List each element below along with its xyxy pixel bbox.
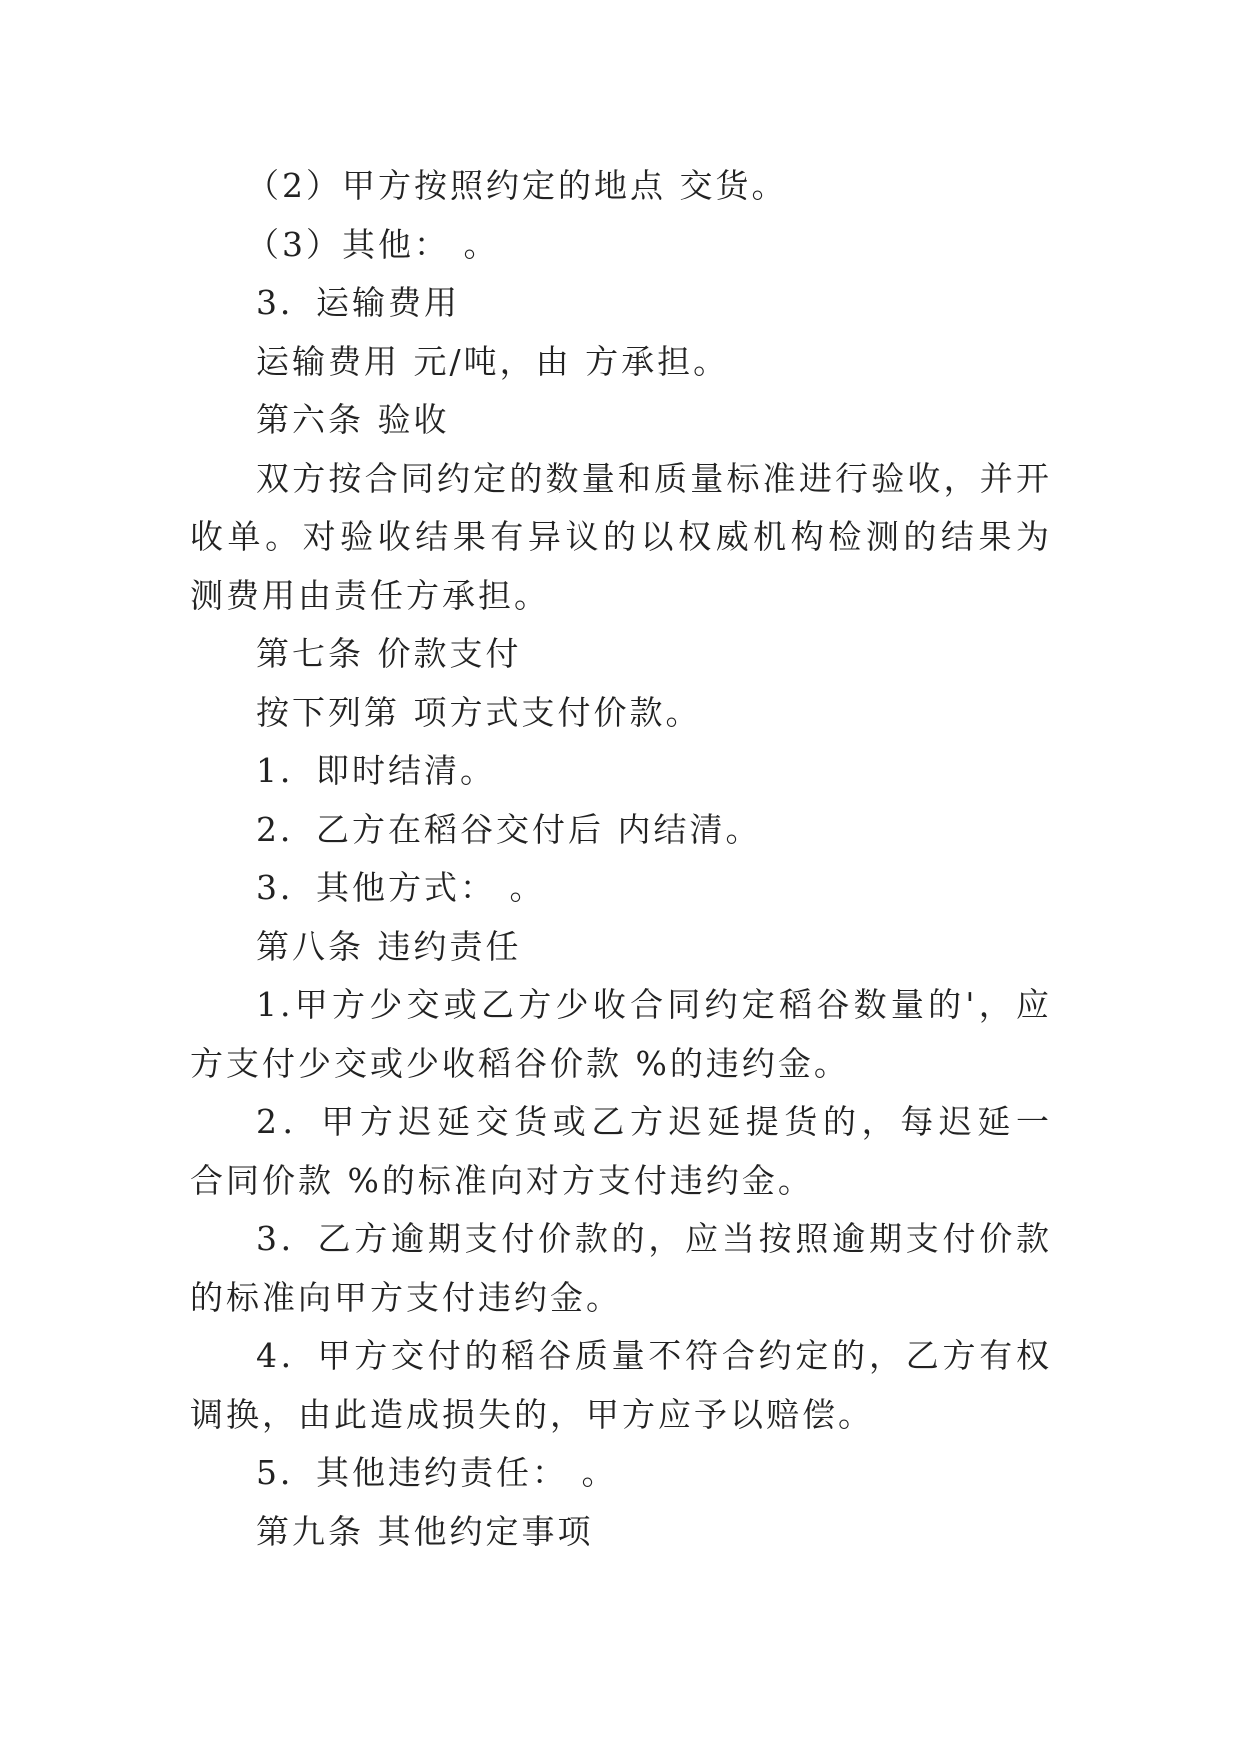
article-6-heading: 第六条 验收 <box>256 400 450 439</box>
article-7-item-3: 3．其他方式： 。 <box>256 868 546 907</box>
article-8-item-2-line-2: 合同价款 %的标准向对方支付违约金。 <box>190 1160 814 1200</box>
article-8-item-5: 5．其他违约责任： 。 <box>256 1453 618 1492</box>
clause-5-transport-heading: 3．运输费用 <box>256 283 460 322</box>
article-7-heading: 第七条 价款支付 <box>256 634 522 673</box>
article-6-text-line-2: 收单。对验收结果有异议的以权威机构检测的结果为 <box>190 517 1052 556</box>
document-body <box>190 157 1052 1561</box>
article-8-item-4-line-2: 调换，由此造成损失的，甲方应予以赔偿。 <box>190 1394 874 1434</box>
article-9-heading: 第九条 其他约定事项 <box>256 1511 594 1551</box>
article-7-item-2: 2．乙方在稻谷交付后 内结清。 <box>256 809 762 849</box>
article-7-intro: 按下列第 项方式支付价款。 <box>256 692 702 732</box>
article-8-item-3-line-2: 的标准向甲方支付违约金。 <box>190 1277 622 1317</box>
article-8-item-2-line-1: 2．甲方迟延交货或乙方迟延提货的，每迟延一 <box>256 1102 1052 1141</box>
article-8-item-1-line-1: 1.甲方少交或乙方少收合同约定稻谷数量的'，应 <box>256 985 1052 1024</box>
clause-5-3-other: （3）其他： 。 <box>246 224 500 264</box>
article-8-item-1-line-2: 方支付少交或少收稻谷价款 %的违约金。 <box>190 1043 850 1083</box>
article-6-text-line-1: 双方按合同约定的数量和质量标准进行验收，并开 <box>256 458 1052 498</box>
article-7-item-1: 1．即时结清。 <box>256 751 496 790</box>
article-8-item-3-line-1: 3．乙方逾期支付价款的，应当按照逾期支付价款 <box>256 1219 1052 1258</box>
clause-5-transport-cost: 运输费用 元/吨，由 方承担。 <box>256 341 730 381</box>
clause-5-2-delivery-place: （2）甲方按照约定的地点 交货。 <box>246 166 788 205</box>
article-8-heading: 第八条 违约责任 <box>256 926 522 966</box>
article-6-text-line-3: 测费用由责任方承担。 <box>190 575 550 615</box>
article-8-item-4-line-1: 4．甲方交付的稻谷质量不符合约定的，乙方有权 <box>256 1336 1052 1375</box>
